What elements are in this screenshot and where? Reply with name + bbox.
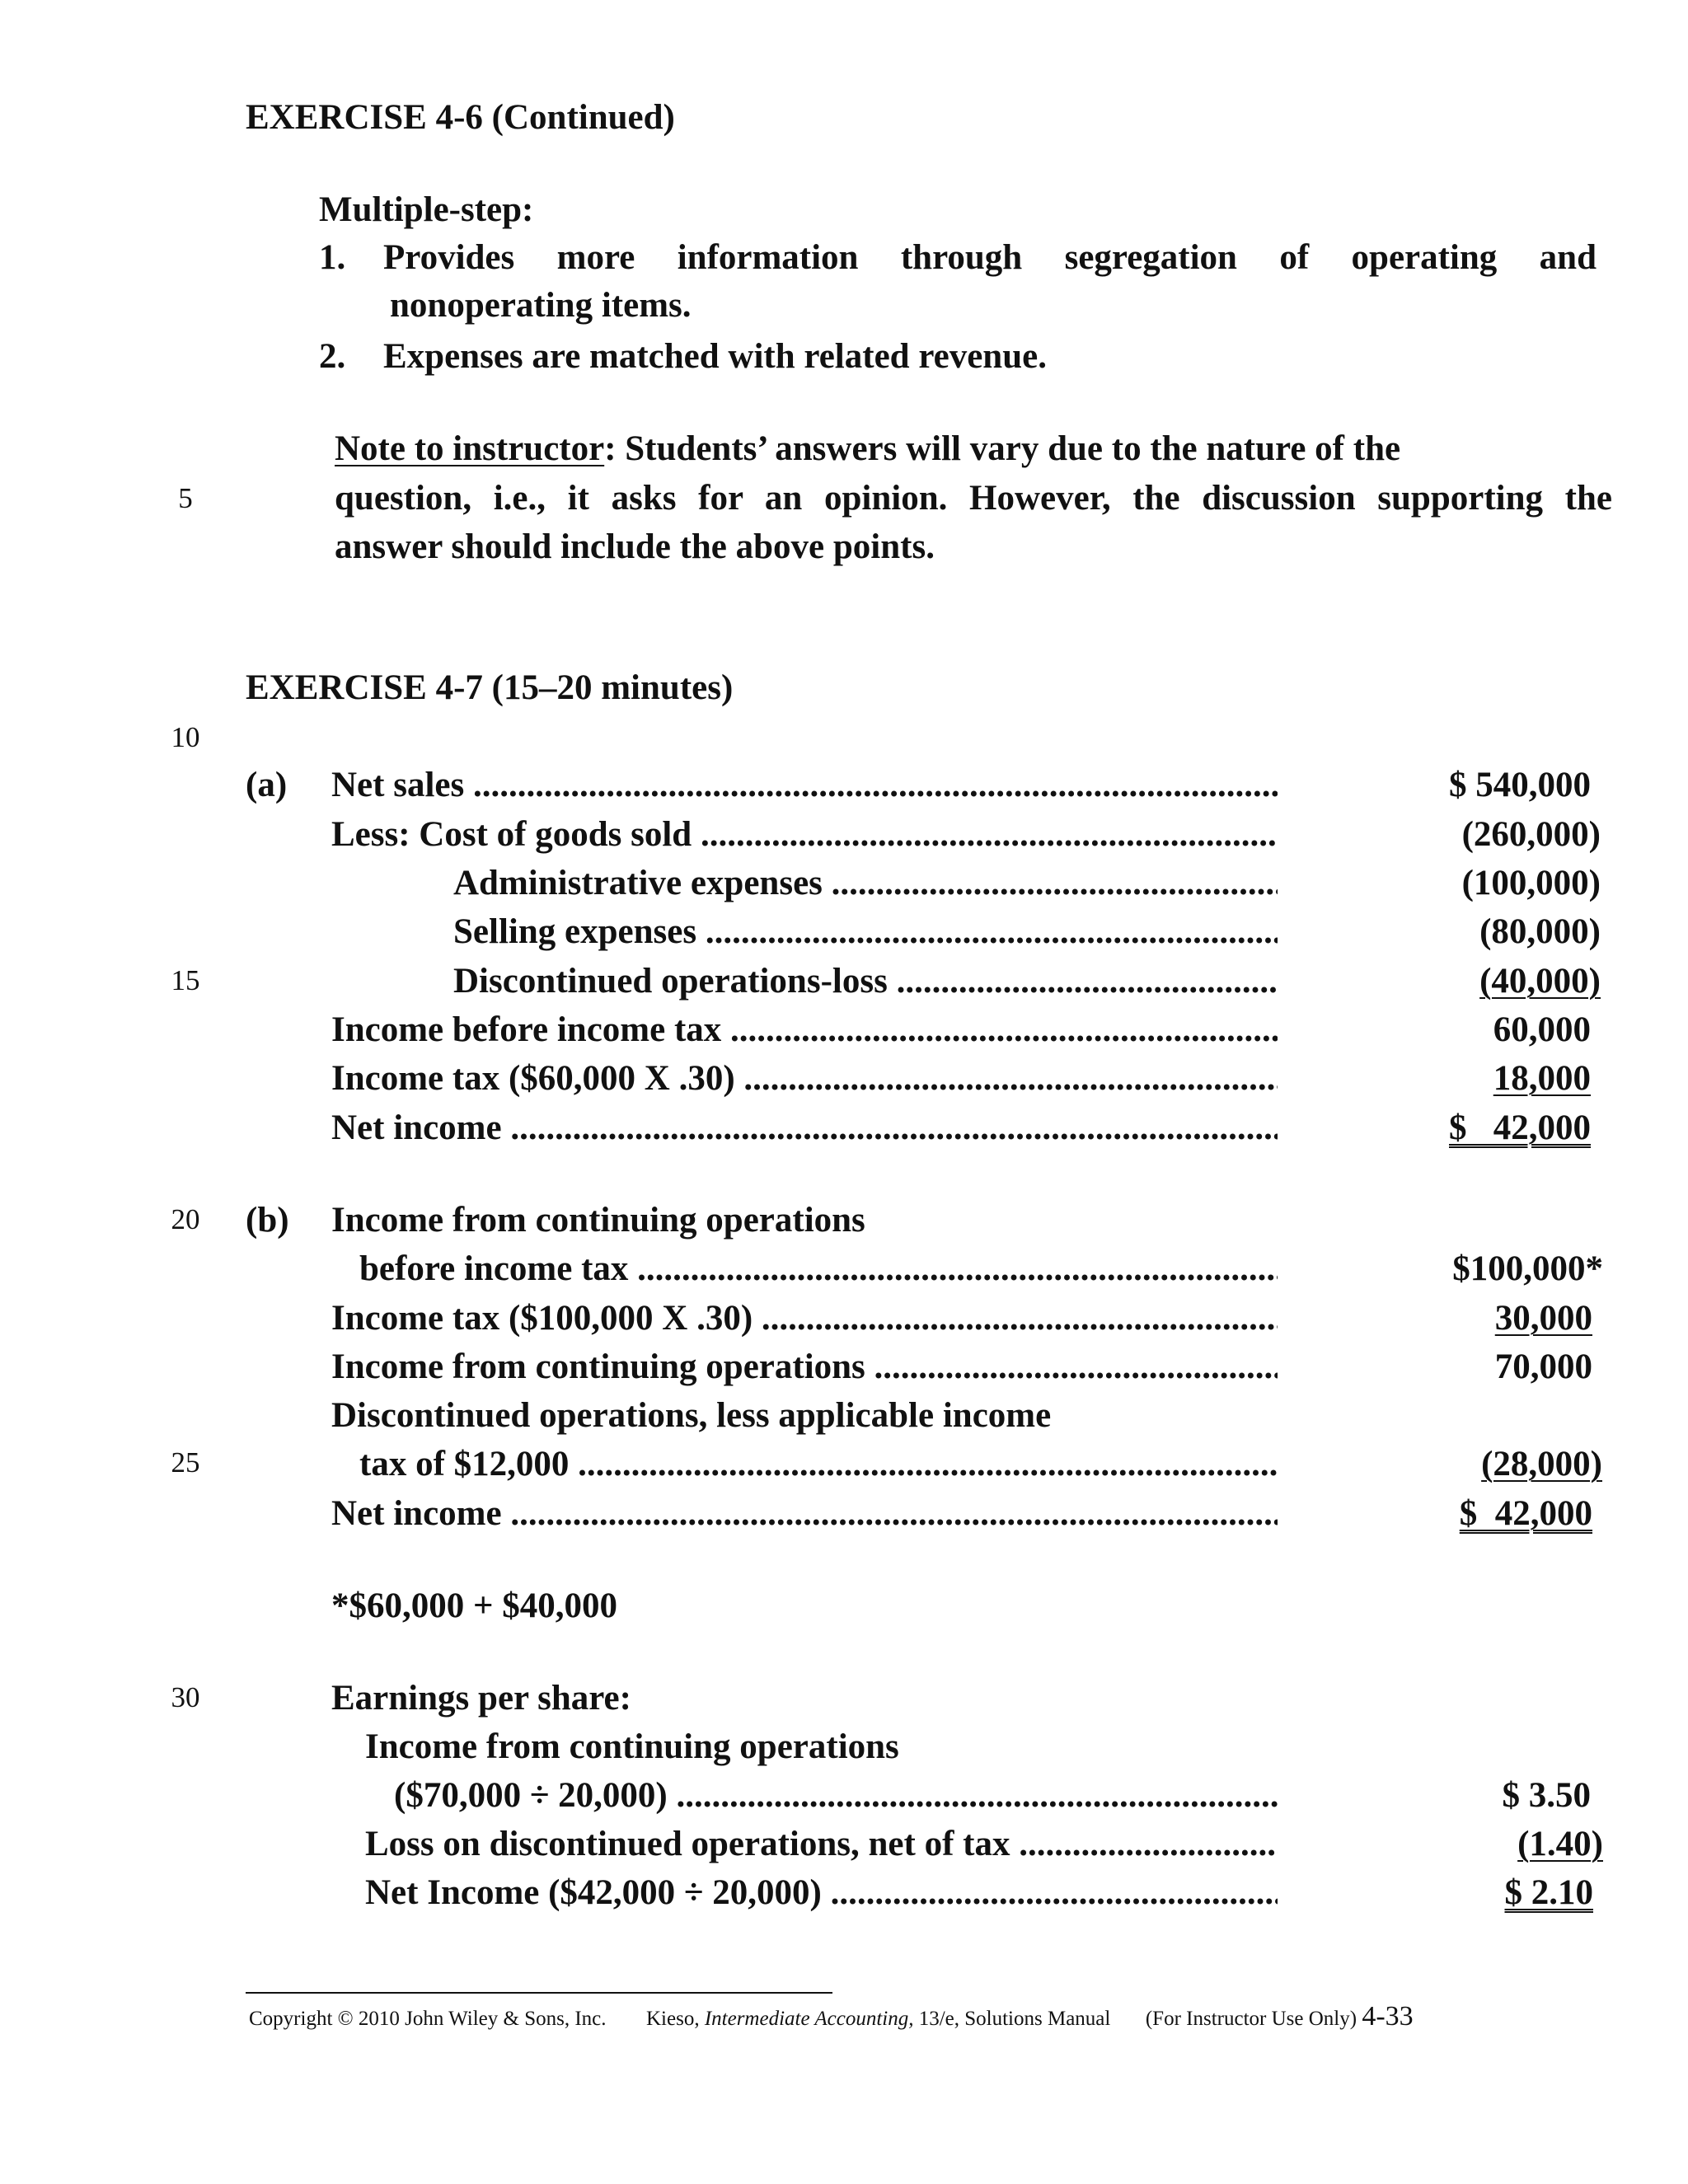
- eps-discontinued-row: Loss on discontinued operations, net of tax .....: [365, 1824, 1278, 1864]
- line-number-10: 10: [171, 721, 200, 753]
- before-income-tax-amount: $100,000*: [1452, 1249, 1603, 1288]
- footer-book-title: Intermediate Accounting,: [704, 2008, 914, 2030]
- tax-of-12000-amount: (28,000): [1481, 1445, 1602, 1483]
- net-income-b-row: Net income .....: [331, 1493, 1278, 1534]
- income-before-tax-amount: 60,000: [1493, 1010, 1591, 1049]
- net-sales-row: Net sales .....: [331, 765, 1278, 805]
- net-income-a-amount: $ 42,000: [1449, 1108, 1591, 1147]
- line-number-5: 5: [178, 482, 193, 514]
- item-1-line2: nonoperating items.: [390, 286, 692, 325]
- footer-use: (For Instructor Use Only): [1145, 2008, 1357, 2030]
- income-before-tax-row: Income before income tax .....: [331, 1010, 1278, 1050]
- net-income-a-row: Net income .....: [331, 1108, 1278, 1148]
- note-line-2: question, i.e., it asks for an opinion. However, the discussion supporting the: [335, 479, 1612, 518]
- administrative-expenses-row: Administrative expenses .....: [453, 863, 1278, 903]
- income-tax-b-row: Income tax ($100,000 X .30) .....: [331, 1298, 1278, 1338]
- discontinued-operations-heading: Discontinued operations, less applicable income: [331, 1396, 1052, 1435]
- eps-net-income-amount: $ 2.10: [1504, 1873, 1593, 1912]
- item-2-number: 2.: [319, 337, 346, 376]
- footnote: *$60,000 + $40,000: [331, 1586, 618, 1625]
- line-number-25: 25: [171, 1446, 200, 1479]
- footer-copyright: Copyright © 2010 John Wiley & Sons, Inc.: [249, 2008, 607, 2030]
- eps-net-income-row: Net Income ($42,000 ÷ 20,000) .....: [365, 1872, 1278, 1913]
- income-tax-amount: 18,000: [1493, 1059, 1591, 1098]
- footer-edition: 13/e, Solutions Manual: [913, 2008, 1111, 2030]
- net-income-b-amount: $ 42,000: [1459, 1494, 1592, 1533]
- part-b-label: (b): [246, 1201, 289, 1240]
- footer-author: Kieso,: [646, 2008, 705, 2030]
- eps-continuing-ops-row: ($70,000 ÷ 20,000) .....: [394, 1775, 1278, 1816]
- eps-continuing-ops-amount: $ 3.50: [1502, 1776, 1591, 1815]
- selling-expenses-amount: (80,000): [1479, 912, 1601, 951]
- part-a-label: (a): [246, 766, 288, 804]
- income-tax-row: Income tax ($60,000 X .30) .....: [331, 1058, 1278, 1099]
- selling-expenses-row: Selling expenses .....: [453, 912, 1278, 952]
- exercise-4-6-heading: EXERCISE 4-6 (Continued): [246, 98, 675, 137]
- eps-continuing-ops-heading: Income from continuing operations: [365, 1727, 899, 1766]
- income-continuing-ops-heading: Income from continuing operations: [331, 1201, 865, 1240]
- note-line-3: answer should include the above points.: [335, 527, 935, 566]
- net-sales-amount: $ 540,000: [1449, 766, 1591, 804]
- note-line-1-text: : Students’ answers will vary due to the nature of the: [604, 429, 1401, 468]
- line-number-30: 30: [171, 1681, 200, 1713]
- item-1-number: 1.: [319, 238, 346, 277]
- exercise-4-7-heading: EXERCISE 4-7 (15–20 minutes): [246, 668, 734, 707]
- line-number-15: 15: [171, 964, 200, 996]
- item-2-text: Expenses are matched with related revenue.: [383, 337, 1047, 376]
- income-continuing-ops-amount: 70,000: [1494, 1347, 1592, 1386]
- discontinued-operations-loss-row: Discontinued operations-loss .....: [453, 961, 1278, 1001]
- footer: [249, 2001, 1414, 2032]
- note-line-1: [335, 429, 1612, 469]
- eps-heading: Earnings per share:: [331, 1679, 631, 1718]
- cost-of-goods-sold-row: Less: Cost of goods sold .....: [331, 814, 1278, 855]
- administrative-expenses-amount: (100,000): [1461, 864, 1601, 902]
- income-tax-b-amount: 30,000: [1494, 1299, 1592, 1338]
- line-number-20: 20: [171, 1203, 200, 1235]
- note-to-instructor-label: Note to instructor: [335, 429, 605, 468]
- footer-rule: [246, 1992, 832, 1994]
- multiple-step-label: Multiple-step:: [319, 190, 534, 229]
- cost-of-goods-sold-amount: (260,000): [1461, 815, 1601, 854]
- item-1-line1: Provides more information through segregation of operating and: [383, 238, 1597, 277]
- discontinued-operations-loss-amount: (40,000): [1479, 962, 1601, 1001]
- footer-page-number: 4-33: [1362, 2001, 1414, 2032]
- eps-discontinued-amount: (1.40): [1517, 1825, 1603, 1863]
- income-continuing-ops-row: Income from continuing operations .....: [331, 1347, 1278, 1387]
- tax-of-12000-row: tax of $12,000 .....: [359, 1444, 1278, 1484]
- before-income-tax-row: before income tax .....: [359, 1249, 1278, 1289]
